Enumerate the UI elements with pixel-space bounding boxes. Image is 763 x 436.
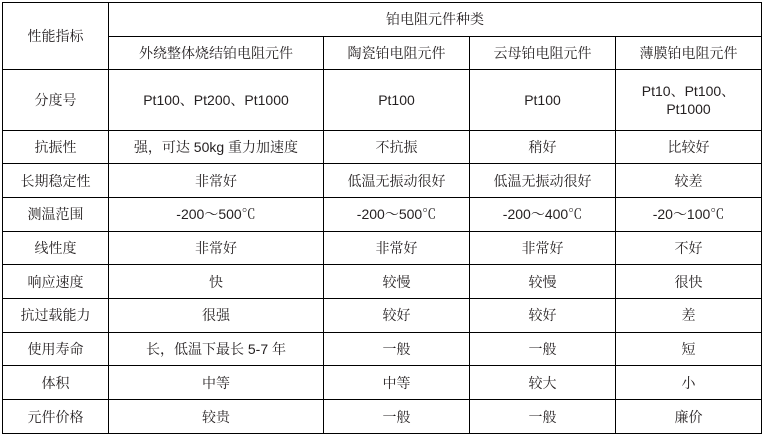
table-cell: 比较好 — [616, 130, 762, 164]
table-group-header: 铂电阻元件种类 — [109, 3, 762, 37]
table-cell: 较贵 — [109, 400, 324, 434]
row-label: 响应速度 — [3, 265, 109, 299]
table-cell: 非常好 — [324, 231, 470, 265]
table-cell: 较差 — [616, 164, 762, 198]
row-label: 体积 — [3, 366, 109, 400]
table-cell: 较慢 — [324, 265, 470, 299]
row-label: 线性度 — [3, 231, 109, 265]
table-cell: 中等 — [109, 366, 324, 400]
column-header-2: 云母铂电阻元件 — [470, 36, 616, 70]
table-cell: 一般 — [470, 400, 616, 434]
table-corner-label: 性能指标 — [3, 3, 109, 70]
table-cell: 较好 — [324, 299, 470, 333]
table-row — [3, 265, 762, 299]
table-row — [3, 70, 762, 130]
table-row — [3, 400, 762, 434]
table-cell: 稍好 — [470, 130, 616, 164]
table-body — [3, 3, 762, 434]
table-cell: 强，可达 50kg 重力加速度 — [109, 130, 324, 164]
table-cell: Pt100、Pt200、Pt1000 — [109, 70, 324, 130]
table-row — [3, 130, 762, 164]
table-cell: 不抗振 — [324, 130, 470, 164]
table-cell: -200～400℃ — [470, 197, 616, 231]
table-cell: 非常好 — [109, 231, 324, 265]
table-header-row-group — [3, 3, 762, 37]
table-cell: 较慢 — [470, 265, 616, 299]
table-cell: 长，低温下最长 5-7 年 — [109, 332, 324, 366]
table-row — [3, 366, 762, 400]
column-header-3: 薄膜铂电阻元件 — [616, 36, 762, 70]
table-cell: Pt100 — [324, 70, 470, 130]
row-label: 长期稳定性 — [3, 164, 109, 198]
table-cell: 低温无振动很好 — [324, 164, 470, 198]
row-label: 测温范围 — [3, 197, 109, 231]
table-row — [3, 299, 762, 333]
table-cell: 差 — [616, 299, 762, 333]
row-label: 抗过载能力 — [3, 299, 109, 333]
row-label: 元件价格 — [3, 400, 109, 434]
row-label: 使用寿命 — [3, 332, 109, 366]
table-cell: 很快 — [616, 265, 762, 299]
table-cell: 较大 — [470, 366, 616, 400]
table-cell: 非常好 — [470, 231, 616, 265]
table-cell: -200～500℃ — [324, 197, 470, 231]
table-cell: -200～500℃ — [109, 197, 324, 231]
platinum-resistor-comparison-table — [2, 2, 762, 434]
table-cell: 较好 — [470, 299, 616, 333]
table-cell: 不好 — [616, 231, 762, 265]
column-header-1: 陶瓷铂电阻元件 — [324, 36, 470, 70]
row-label: 分度号 — [3, 70, 109, 130]
table-row — [3, 332, 762, 366]
table-cell: 廉价 — [616, 400, 762, 434]
table-cell: 快 — [109, 265, 324, 299]
table-row — [3, 164, 762, 198]
table-cell: 一般 — [324, 332, 470, 366]
table-cell: 一般 — [324, 400, 470, 434]
table-cell: 小 — [616, 366, 762, 400]
table-cell: -20～100℃ — [616, 197, 762, 231]
table-cell: 低温无振动很好 — [470, 164, 616, 198]
table-cell: 很强 — [109, 299, 324, 333]
table-cell: Pt10、Pt100、Pt1000 — [616, 70, 762, 130]
row-label: 抗振性 — [3, 130, 109, 164]
table-cell: 一般 — [470, 332, 616, 366]
table-cell: Pt100 — [470, 70, 616, 130]
table-row — [3, 197, 762, 231]
table-cell: 中等 — [324, 366, 470, 400]
table-row — [3, 231, 762, 265]
table-header-row-columns — [3, 36, 762, 70]
table-cell: 非常好 — [109, 164, 324, 198]
column-header-0: 外绕整体烧结铂电阻元件 — [109, 36, 324, 70]
table-cell: 短 — [616, 332, 762, 366]
